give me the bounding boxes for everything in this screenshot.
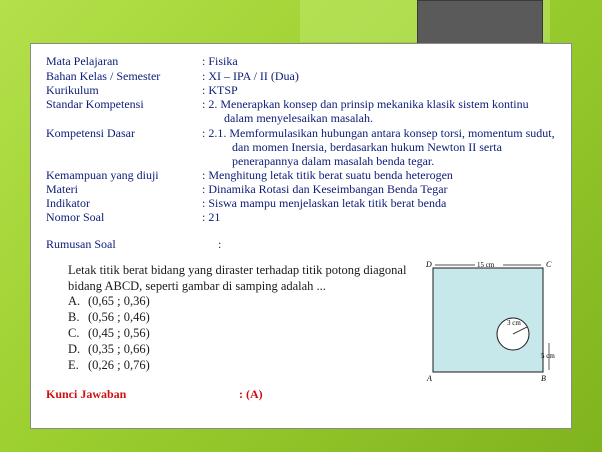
answer-option	[68, 310, 150, 325]
option-key: D.	[68, 342, 81, 356]
decorative-box	[417, 0, 543, 44]
option-key: E.	[68, 358, 79, 372]
answer-key-label: Kunci Jawaban	[46, 387, 127, 401]
answer-key-value: : (A)	[239, 387, 263, 401]
question-text	[68, 262, 406, 294]
field-value: : Fisika	[202, 54, 238, 68]
field-value-continued: dalam menyelesaikan masalah.	[224, 111, 373, 125]
field-value: : XI – IPA / II (Dua)	[202, 69, 299, 83]
option-key: C.	[68, 326, 80, 340]
field-label: Indikator	[46, 196, 90, 210]
corner-label-c: C	[546, 260, 552, 269]
field-value: : 2. Menerapkan konsep dan prinsip mekanika klasik sistem kontinu	[202, 97, 529, 111]
field-value: : KTSP	[202, 83, 238, 97]
answer-option	[68, 326, 150, 341]
corner-label-d: D	[426, 260, 432, 269]
corner-label-b: B	[541, 374, 546, 383]
field-value: : Siswa mampu menjelaskan letak titik berat benda	[202, 196, 447, 210]
field-value: : 21	[202, 210, 221, 224]
option-text: (0,26 ; 0,76)	[88, 358, 150, 372]
answer-option	[68, 342, 150, 357]
hole-dimension-label: 3 cm	[507, 319, 521, 327]
field-value: : 2.1. Memformulasikan hubungan antara konsep torsi, momentum sudut,	[202, 126, 555, 140]
field-label: Rumusan Soal	[46, 237, 116, 251]
option-text: (0,35 ; 0,66)	[88, 342, 150, 356]
field-label: Standar Kompetensi	[46, 97, 144, 111]
square-abcd	[433, 268, 543, 372]
corner-label-a: A	[427, 374, 432, 383]
field-value: : Dinamika Rotasi dan Keseimbangan Benda Tegar	[202, 182, 448, 196]
top-dimension-label: 15 cm	[477, 261, 495, 269]
field-label: Kurikulum	[46, 83, 99, 97]
option-key: B.	[68, 310, 80, 324]
field-label: Bahan Kelas / Semester	[46, 69, 161, 83]
question-line: Letak titik berat bidang yang diraster terhadap titik potong diagonal	[68, 263, 407, 277]
option-text: (0,45 ; 0,56)	[88, 326, 150, 340]
document-page	[30, 43, 572, 429]
field-value: : Menghitung letak titik berat suatu benda heterogen	[202, 168, 453, 182]
question-line: bidang ABCD, seperti gambar di samping adalah ...	[68, 279, 326, 293]
answer-option	[68, 358, 150, 373]
field-value: :	[218, 237, 222, 251]
answer-option	[68, 294, 150, 309]
field-label: Nomor Soal	[46, 210, 105, 224]
field-label: Kompetensi Dasar	[46, 126, 135, 140]
option-text: (0,56 ; 0,46)	[88, 310, 150, 324]
field-value-continued: penerapannya dalam masalah benda tegar.	[232, 154, 435, 168]
square-figure	[423, 257, 563, 387]
field-label: Mata Pelajaran	[46, 54, 119, 68]
field-label: Kemampuan yang diuji	[46, 168, 159, 182]
field-value-continued: dan momen Inersia, berdasarkan hukum Newton II serta	[232, 140, 502, 154]
side-dimension-label: 5 cm	[541, 352, 555, 360]
option-text: (0,65 ; 0,36)	[88, 294, 150, 308]
option-key: A.	[68, 294, 81, 308]
field-label: Materi	[46, 182, 78, 196]
